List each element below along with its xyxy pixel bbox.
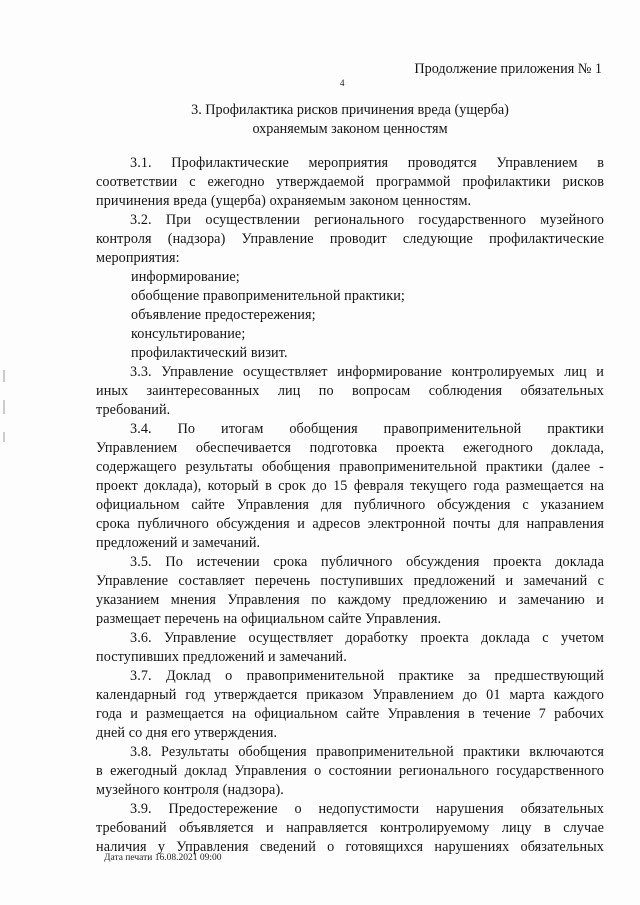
text-line: музейного контроля (надзора). bbox=[96, 782, 284, 798]
text-line: мероприятия: bbox=[96, 250, 180, 266]
list-item: обобщение правоприменительной практики; bbox=[131, 288, 405, 304]
text-line: 3.2. При осуществлении регионального государственного музейного bbox=[130, 212, 604, 228]
text-line: проект доклада), который в срок до 15 февраля текущего года размещается на bbox=[96, 478, 604, 494]
text-line: требований объявляется и направляется контролируемому лицу в случае bbox=[96, 820, 604, 836]
text-line: 3.7. Доклад о правоприменительной практике за предшествующий bbox=[130, 668, 604, 684]
text-line: календарный год утверждается приказом Управлением до 01 марта каждого bbox=[96, 687, 604, 703]
section-title: 3. Профилактика рисков причинения вреда (ущерба) bbox=[191, 102, 509, 118]
text-line: предложений и замечаний. bbox=[96, 535, 261, 551]
text-line: в ежегодный доклад Управления о состоянии регионального государственного bbox=[96, 763, 604, 779]
text-line: требований. bbox=[96, 402, 171, 418]
text-line: 3.5. По истечении срока публичного обсуждения проекта доклада bbox=[130, 554, 604, 570]
text-line: содержащего результаты обобщения правоприменительной практики (далее - bbox=[96, 459, 604, 475]
print-date: Дата печати 16.08.2021 09:00 bbox=[104, 853, 222, 863]
text-line: 3.6. Управление осуществляет доработку проекта доклада с учетом bbox=[130, 630, 604, 646]
text-line: указанием мнения Управления по каждому предложению и замечанию и bbox=[96, 592, 604, 608]
list-item: объявление предостережения; bbox=[131, 307, 316, 323]
list-item: консультирование; bbox=[131, 326, 246, 342]
scan-margin-marks bbox=[2, 370, 6, 460]
text-line: 3.1. Профилактические мероприятия проводятся Управлением в bbox=[130, 155, 604, 171]
text-line: года и размещается на официальном сайте Управления в течение 7 рабочих bbox=[96, 706, 604, 722]
appendix-continuation-label: Продолжение приложения № 1 bbox=[414, 61, 602, 77]
text-line: Управление составляет перечень поступивших предложений и замечаний с bbox=[96, 573, 604, 589]
text-line: причинения вреда (ущерба) охраняемым законом ценностям. bbox=[96, 193, 472, 209]
text-line: 3.3. Управление осуществляет информирование контролируемых лиц и bbox=[130, 364, 604, 380]
text-line: соответствии с ежегодно утверждаемой программой профилактики рисков bbox=[96, 174, 604, 190]
text-line: срока публичного обсуждения и адресов электронной почты для направления bbox=[96, 516, 604, 532]
list-item: профилактический визит. bbox=[131, 345, 288, 361]
text-line: 3.8. Результаты обобщения правоприменительной практики включаются bbox=[130, 744, 604, 760]
page-number: 4 bbox=[340, 78, 345, 88]
text-line: 3.9. Предостережение о недопустимости нарушения обязательных bbox=[130, 801, 604, 817]
text-line: размещает перечень на официальном сайте Управления. bbox=[96, 611, 442, 627]
text-line: наличия у Управления сведений о готовящихся нарушениях обязательных bbox=[96, 839, 604, 855]
text-line: поступивших предложений и замечаний. bbox=[96, 649, 347, 665]
text-line: Управлением обеспечивается подготовка проекта ежегодного доклада, bbox=[96, 440, 604, 456]
text-line: 3.4. По итогам обобщения правоприменительной практики bbox=[130, 421, 604, 437]
section-title-continuation: охраняемым законом ценностям bbox=[252, 121, 448, 137]
list-item: информирование; bbox=[131, 269, 240, 285]
text-line: контроля (надзора) Управление проводит следующие профилактические bbox=[96, 231, 604, 247]
text-line: дней со дня его утверждения. bbox=[96, 725, 278, 741]
text-line: официальном сайте Управления для публичного обсуждения с указанием bbox=[96, 497, 604, 513]
text-line: иных заинтересованных лиц по вопросам соблюдения обязательных bbox=[96, 383, 604, 399]
